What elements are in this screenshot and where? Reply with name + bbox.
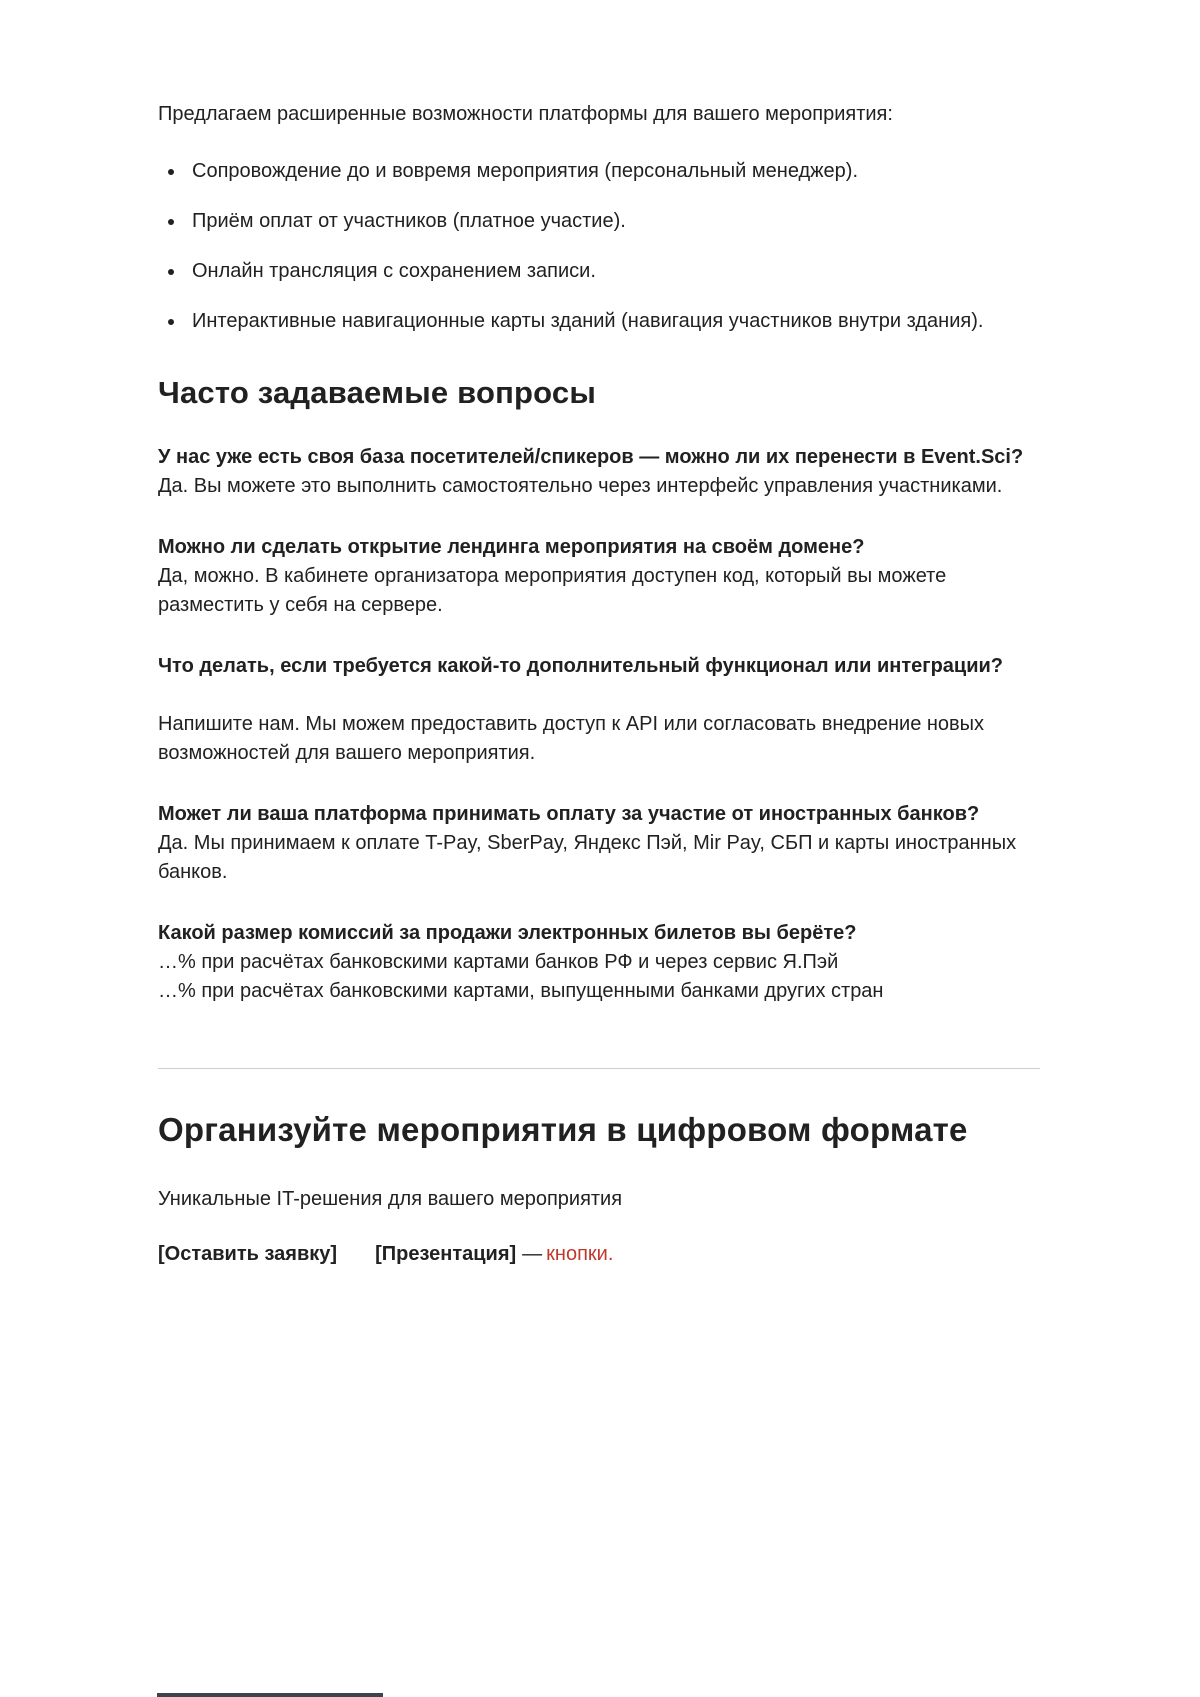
faq-answer: Да. Мы принимаем к оплате T-Pay, SberPay, Яндекс Пэй, Mir Pay, СБП и карты иностранных банков. (158, 832, 1017, 883)
faq-item (158, 919, 1040, 1006)
list-item: • Сопровождение до и вовремя мероприятия (персональный менеджер). (186, 157, 1040, 185)
faq-question: У нас уже есть своя база посетителей/спикеров — можно ли их перенести в Event.Sci? (158, 446, 1024, 468)
faq-heading: Часто задаваемые вопросы (158, 375, 597, 410)
faq-question: Какой размер комиссий за продажи электронных билетов вы берёте? (158, 922, 857, 944)
list-item: • Приём оплат от участников (платное участие). (186, 207, 1040, 235)
footer-subtitle: Уникальные IT-решения для вашего мероприятия (158, 1188, 623, 1210)
faq-item (158, 800, 1040, 887)
section-divider (158, 1068, 1040, 1069)
submit-request-button-label: [Оставить заявку] (158, 1243, 338, 1265)
faq-answer: Напишите нам. Мы можем предоставить доступ к API или согласовать внедрение новых возможностей для вашего мероприятия. (158, 713, 985, 764)
presentation-button-label: [Презентация] (375, 1243, 517, 1265)
faq-answer: Да. Вы можете это выполнить самостоятельно через интерфейс управления участниками. (158, 475, 1003, 497)
faq-answer-line-1: …% при расчётах банковскими картами банков РФ и через сервис Я.Пэй (158, 951, 839, 973)
faq-item (158, 652, 1040, 768)
buttons-line (158, 1240, 1040, 1269)
faq-answer-line-2: …% при расчётах банковскими картами, выпущенными банками других стран (158, 980, 884, 1002)
buttons-note: кнопки. (546, 1243, 614, 1265)
faq-item (158, 443, 1040, 501)
faq-item (158, 533, 1040, 620)
faq-question: Можно ли сделать открытие лендинга мероприятия на своём домене? (158, 536, 865, 558)
intro-paragraph: Предлагаем расширенные возможности платформы для вашего мероприятия: (158, 103, 893, 125)
faq-answer: Да, можно. В кабинете организатора мероприятия доступен код, который вы можете разместить у себя на сервере. (158, 565, 947, 616)
features-list (158, 157, 1040, 335)
page-bottom-artifact (157, 1693, 383, 1697)
list-item: • Интерактивные навигационные карты зданий (навигация участников внутри здания). (186, 307, 1040, 335)
faq-question: Может ли ваша платформа принимать оплату за участие от иностранных банков? (158, 803, 980, 825)
footer-heading: Организуйте мероприятия в цифровом формате (158, 1111, 968, 1148)
dash-separator: — (522, 1243, 543, 1265)
faq-question: Что делать, если требуется какой-то дополнительный функционал или интеграции? (158, 655, 1004, 677)
list-item: • Онлайн трансляция с сохранением записи. (186, 257, 1040, 285)
